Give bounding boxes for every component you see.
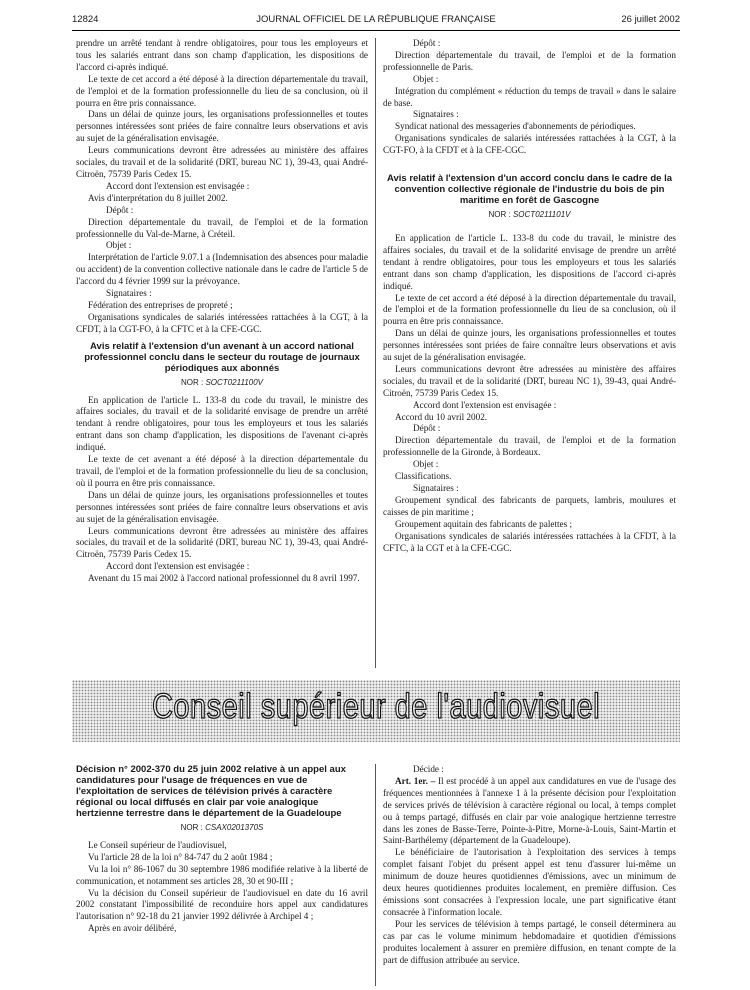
field-value: Direction départementale du travail, de l'emploi et de la formation professionnelle du Val-de-Marne, à Créteil.	[76, 216, 368, 239]
field-value: Accord du 10 avril 2002.	[395, 411, 488, 422]
section-banner	[72, 680, 680, 742]
nor-reference	[76, 822, 368, 834]
paragraph: Le texte de cet accord a été déposé à la direction départementale du travail, de l'emploi et de la formation professionnelle du lieu de sa conclusion, où il pourra en être pris connaissance.	[76, 73, 368, 108]
paragraph: Leurs communications devront être adressées au ministère des affaires sociales, du travail et de la solidarité (DRT, bureau NC 1), 39-43, quai André-Citroën, 75739 Paris Cedex 15.	[76, 145, 368, 179]
field-label: Dépôt :	[106, 204, 134, 215]
paragraph: Leurs communications devront être adressées au ministère des affaires sociales, du travail et de la solidarité (DRT, bureau NC 1), 39-43, quai André-Citroën, 75739 Paris Cedex 15.	[76, 525, 368, 560]
paragraph: Pour les services de télévision à temps partagé, le conseil déterminera au cas par cas le volume minimum hebdomadaire et quotidien d'émissions produites localement à assurer en première diffusion, en tenant compte de la part de diffusion attribuée au service.	[383, 918, 676, 965]
nor-prefix: NOR :	[488, 210, 511, 220]
paragraph: Dans un délai de quinze jours, les organisations professionnelles et toutes personnes intéressées sont priées de faire connaître leurs observations et avis au sujet de la généralisation envisagée.	[76, 489, 368, 524]
article-text: Il est procédé à un appel aux candidatures en vue de l'usage des fréquences mentionnées à l'annexe 1 à la présente décision pour l'exploitation de services privés de télévision à caractère régional ou local, à temps complet ou à temps partagé, diffusés en clair par voie analogique hertzienne terrestre dans les zones de Basse-Terre, Pointe-à-Pitre, Morne-à-Louis, Saint-Martin et Saint-Barthélemy (département de la Guadeloupe).	[383, 775, 677, 846]
nor-prefix: NOR :	[181, 377, 204, 387]
column-divider	[375, 764, 376, 986]
column-2	[383, 38, 676, 554]
article-label: Art. 1er. –	[395, 775, 436, 786]
paragraph: Vu l'article 28 de la loi n° 84-747 du 2 août 1984 ;	[88, 851, 273, 862]
field-value: Direction départementale du travail, de l'emploi et de la formation professionnelle de la Gironde, à Bordeaux.	[383, 435, 676, 458]
field-value: Avis d'interprétation du 8 juillet 2002.	[88, 192, 228, 203]
field-label: Accord dont l'extension est envisagée :	[106, 561, 250, 572]
page-header	[72, 14, 680, 30]
field-label: Objet :	[413, 459, 439, 470]
header-rule	[72, 30, 680, 31]
journal-title: JOURNAL OFFICIEL DE LA RÉPUBLIQUE FRANÇAISE	[256, 14, 496, 25]
page-number: 12824	[72, 14, 99, 25]
field-label: Objet :	[106, 240, 132, 251]
field-label: Accord dont l'extension est envisagée :	[106, 180, 250, 191]
field-label: Dépôt :	[413, 423, 441, 434]
paragraph: Le texte de cet avenant a été déposé à la direction départementale du travail, de l'emploi et de la formation professionnelle du lieu de sa conclusion, où il pourra en être pris connaissance.	[76, 454, 368, 488]
notice-heading: Avis relatif à l'extension d'un avenant à un accord national professionnel conclu dans le secteur du routage de journaux périodiques aux abonnés	[84, 340, 360, 374]
paragraph: En application de l'article L. 133-8 du code du travail, le ministre des affaires sociales, du travail et de la solidarité envisage de prendre un arrêté tendant à rendre obligatoires, pour tous les employeurs et tous les salariés entrant dans son champ d'application, les dispositions de l'avenant ci-après indiqué.	[76, 394, 368, 453]
field-value: Groupement aquitain des fabricants de palettes ;	[395, 518, 573, 529]
paragraph: Le bénéficiaire de l'autorisation à l'exploitation des services à temps complet faisant l'objet du présent appel est tenu d'assurer lui-même un minimum de douze heures quotidiennes d'émissions, avec un minimum de deux heures quotidiennes produites localement, en première diffusion. Ces émissions sont consacrées à l'expression locale, une part significative étant consacrée à l'information locale.	[383, 847, 676, 917]
notice-heading: Avis relatif à l'extension d'un accord conclu dans le cadre de la convention collective régionale de l'industrie du bois de pin maritime en forêt de Gascogne	[386, 173, 673, 207]
nor-reference	[383, 209, 676, 221]
paragraph: Dans un délai de quinze jours, les organisations professionnelles et toutes personnes intéressées sont priées de faire connaître leurs observations et avis au sujet de la généralisation envisagée.	[383, 328, 676, 363]
column-1	[76, 38, 368, 585]
field-label: Signataires :	[413, 109, 459, 120]
field-value: Interprétation de l'article 9.07.1 a (Indemnisation des absences pour maladie ou accident) de la convention collective nationale dans le cadre de l'article 5 de l'accord du 4 février 1999 sur la prévoyance.	[76, 252, 368, 287]
paragraph: Leurs communications devront être adressées au ministère des affaires sociales, du travail et de la solidarité (DRT, bureau NC 1), 39-43, quai André-Citroën, 75739 Paris Cedex 15.	[383, 363, 676, 398]
decision-heading: Décision n° 2002-370 du 25 juin 2002 relative à un appel aux candidatures pour l'usage de fréquences en vue de l'exploitation de services de télévision privés à caractère régional ou local diffusés en clair par voie analogique hertzienne terrestre dans le département de la Guadeloupe	[76, 764, 346, 819]
section-title: Conseil supérieur de l'audiovisuel	[151, 688, 601, 727]
nor-reference	[76, 377, 368, 389]
article-1	[383, 776, 676, 847]
issue-date: 26 juillet 2002	[621, 14, 680, 25]
field-value: Direction départementale du travail, de l'emploi et de la formation professionnelle de Paris.	[383, 49, 676, 72]
paragraph: En application de l'article L. 133-8 du code du travail, le ministre des affaires sociales, du travail et de la solidarité envisage de prendre un arrêté tendant à rendre obligatoires, pour tous les employeurs et tous les salariés entrant dans son champ d'application, les dispositions de l'accord ci-après indiqué.	[383, 232, 676, 291]
field-label: Dépôt :	[413, 38, 441, 48]
decide-label: Décide :	[413, 764, 444, 774]
paragraph: Vu la loi n° 86-1067 du 30 septembre 1986 modifiée relative à la liberté de communication, et notamment ses articles 28, 30 et 90-III ;	[76, 863, 368, 886]
field-value: Avenant du 15 mai 2002 à l'accord national professionnel du 8 avril 1997.	[88, 573, 360, 584]
field-value: Organisations syndicales de salariés intéressées rattachées à la CGT, à la CFDT, à la CGT-FO, à la CFTC et à la CFE-CGC.	[76, 311, 368, 334]
field-value: Syndicat national des messageries d'abonnements de périodiques.	[395, 121, 636, 132]
paragraph: prendre un arrêté tendant à rendre obligatoires, pour tous les employeurs et tous les salariés entrant dans son champ d'application, les dispositions de l'accord ci-après indiqué.	[76, 38, 368, 72]
column-4	[383, 764, 676, 966]
field-value: Groupement syndical des fabricants de parquets, lambris, moulures et caisses de pin maritime ;	[383, 494, 676, 517]
field-value: Organisations syndicales de salariés intéressées rattachées à la CGT, à la CGT-FO, à la CFDT et à la CFE-CGC.	[383, 133, 676, 156]
column-divider	[375, 38, 376, 668]
paragraph: Vu la décision du Conseil supérieur de l'audiovisuel en date du 16 avril 2002 constatant l'impossibilité de reconduire hors appel aux candidatures l'autorisation n° 92-18 du 21 janvier 1992 délivrée à Archipel 4 ;	[76, 887, 368, 922]
nor-code: SOCT0211101V	[512, 210, 571, 220]
nor-code: CSAX0201370S	[205, 823, 264, 832]
field-value: Fédération des entreprises de propreté ;	[88, 299, 233, 310]
paragraph: Dans un délai de quinze jours, les organisations professionnelles et toutes personnes intéressées sont priées de faire connaître leurs observations et avis au sujet de la généralisation envisagée.	[76, 109, 368, 144]
field-label: Signataires :	[106, 288, 152, 299]
paragraph: Le texte de cet accord a été déposé à la direction départementale du travail, de l'emploi et de la formation professionnelle du lieu de sa conclusion, où il pourra en être pris connaissance.	[383, 292, 676, 327]
field-label: Signataires :	[413, 483, 459, 493]
paragraph: Le Conseil supérieur de l'audiovisuel,	[88, 839, 227, 850]
nor-prefix: NOR :	[180, 823, 203, 832]
field-value: Intégration du complément « réduction du temps de travail » dans le salaire de base.	[383, 85, 676, 108]
field-value: Organisations syndicales de salariés intéressées rattachées à la CFDT, à la CFTC, à la CGT et à la CFE-CGC.	[383, 530, 676, 553]
nor-code: SOCT0211100V	[205, 377, 263, 387]
column-3	[76, 764, 368, 935]
field-label: Accord dont l'extension est envisagée :	[413, 399, 557, 410]
field-value: Classifications.	[395, 471, 452, 482]
field-label: Objet :	[413, 73, 439, 84]
paragraph: Après en avoir délibéré,	[88, 923, 177, 934]
